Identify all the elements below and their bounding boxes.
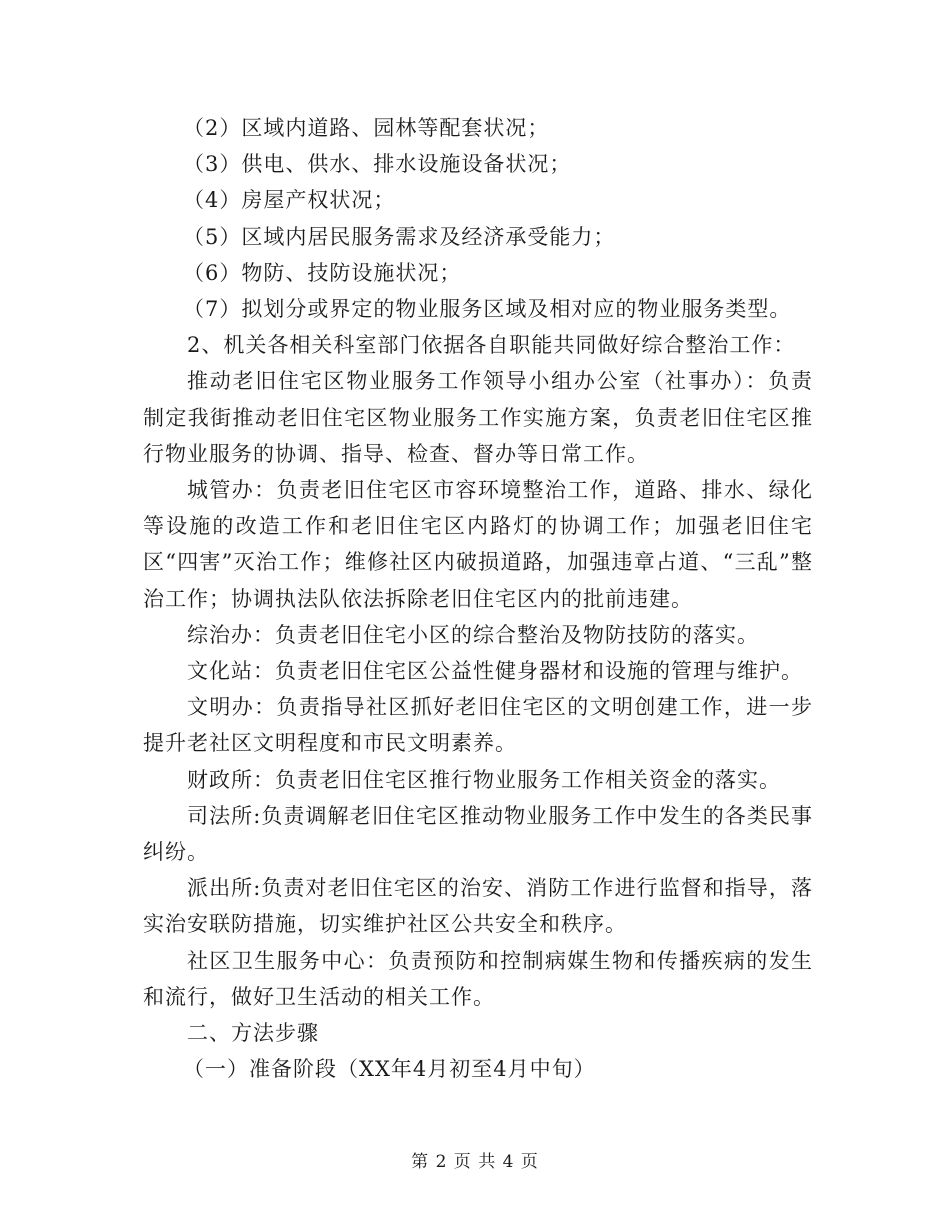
list-item: （2）区域内道路、园林等配套状况；	[183, 116, 550, 140]
paragraph: 城管办：负责老旧住宅区市容环境整治工作，道路、排水、绿化等设施的改造工作和老旧住宅区内路灯的协调工作；加强老旧住宅区“四害”灭治工作；维修社区内破损道路，加强违章占道、“三乱”整治工作；协调执法队依法拆除老旧住宅区内的批前违建。	[143, 478, 813, 611]
paragraph: 司法所:负责调解老旧住宅区推动物业服务工作中发生的各类民事纠纷。	[143, 803, 813, 865]
section-heading: 2、机关各相关科室部门依据各自职能共同做好综合整治工作：	[187, 333, 796, 358]
list-item: （4）房屋产权状况；	[183, 188, 396, 213]
subsection-heading: （一）准备阶段（XX年4月初至4月中旬）	[183, 1057, 596, 1082]
paragraph: 社区卫生服务中心：负责预防和控制病媒生物和传播疾病的发生和流行，做好卫生活动的相关工作。	[143, 948, 813, 1009]
document-body	[143, 110, 813, 1087]
list-item: （5）区域内居民服务需求及经济承受能力；	[183, 224, 616, 249]
paragraph: 综治办：负责老旧住宅小区的综合整治及物防技防的落实。	[187, 622, 759, 647]
list-item: （3）供电、供水、排水设施设备状况；	[183, 152, 572, 177]
paragraph: 推动老旧住宅区物业服务工作领导小组办公室（社事办）：负责制定我街推动老旧住宅区物业服务工作实施方案，负责老旧住宅区推行物业服务的协调、指导、检查、督办等日常工作。	[143, 369, 813, 466]
list-item: （7）拟划分或界定的物业服务区域及相对应的物业服务类型。	[183, 297, 792, 322]
section-heading: 二、方法步骤	[187, 1021, 319, 1046]
paragraph: 文化站：负责老旧住宅区公益性健身器材和设施的管理与维护。	[187, 659, 803, 684]
page-footer: 第 2 页 共 4 页	[411, 1152, 539, 1172]
paragraph: 文明办：负责指导社区抓好老旧住宅区的文明创建工作，进一步提升老社区文明程度和市民文明素养。	[143, 695, 813, 756]
paragraph: 财政所：负责老旧住宅区推行物业服务工作相关资金的落实。	[187, 767, 781, 792]
list-item: （6）物防、技防设施状况；	[183, 260, 462, 285]
paragraph: 派出所:负责对老旧住宅区的治安、消防工作进行监督和指导，落实治安联防措施，切实维护社区公共安全和秩序。	[143, 876, 813, 937]
